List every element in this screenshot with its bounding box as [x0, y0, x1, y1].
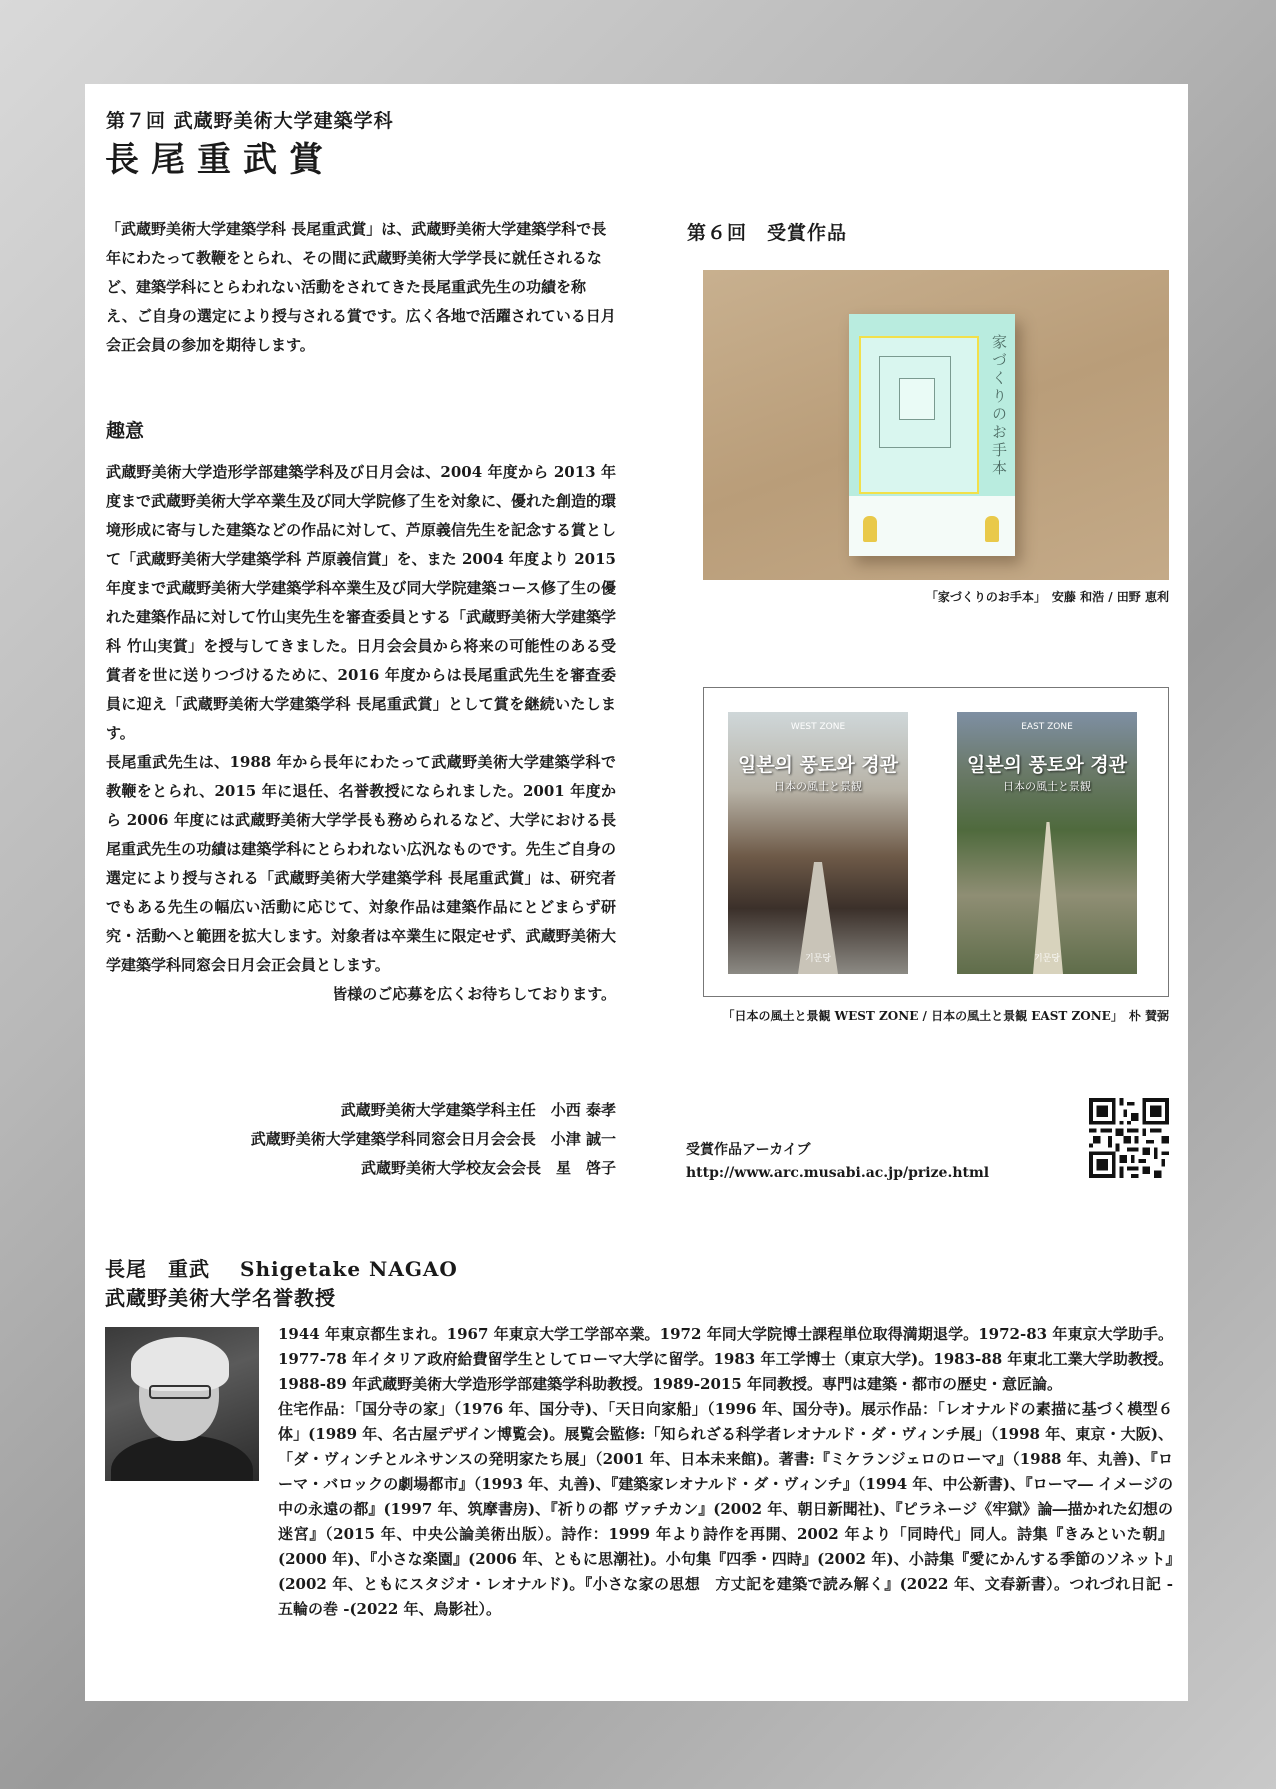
zone-label: EAST ZONE: [1021, 722, 1073, 732]
zone-label: WEST ZONE: [790, 722, 846, 732]
book-title-korean: 일본의 풍토와 경관: [966, 754, 1128, 776]
floor-plan-illustration: [859, 336, 979, 494]
prize-work-1-photo: [703, 270, 1169, 580]
profile-biography: [278, 1322, 1173, 1622]
profile-name-ja: 長尾 重武: [105, 1257, 210, 1281]
figure-icon: [863, 516, 877, 542]
signature-line: 武蔵野美術大学建築学科同窓会日月会会長 小津 誠一: [250, 1130, 616, 1148]
qr-code-icon[interactable]: [1089, 1098, 1169, 1178]
book-title: 家づくりのお手本: [990, 334, 1008, 478]
book-cover: [849, 314, 1015, 556]
signatures: [106, 1096, 616, 1183]
profile-name: [105, 1253, 458, 1282]
intro-paragraph: 「武蔵野美術大学建築学科 長尾重武賞」は、武蔵野美術大学建築学科で長年にわたって教鞭をとられ、その間に武蔵野美術大学学長に就任されるなど、建築学科にとらわれない活動をされてきた長尾重武先生の功績を称え、ご自身の選定により授与される賞です。広く各地で活躍されている日月会正会員の参加を期待します。: [106, 220, 616, 354]
publisher: 기문당: [1033, 954, 1061, 964]
bio-paragraph-2: 住宅作品：「国分寺の家」（1976 年、国分寺)、「天日向家船」（1996 年、国分寺)。展示作品：「レオナルドの素描に基づく模型６体」(1989 年、名古屋デザイン博覧会)。展覧会監修:「知られざる科学者レオナルド・ダ・ヴィンチ展」（1998 年、東京・大阪)、「ダ・ヴィンチとルネサンスの発明家たち展」（2001 年、日本未来館)。著書:『ミケランジェロのローマ』（1988 年、丸善)、『ローマ・バロックの劇場都市』（1993 年、丸善)、『建築家レオナルド・ダ・ヴィンチ』（1994 年、中公新書)、『ローマ― イメージの中の永遠の都』(1997 年、筑摩書房)、『祈りの都 ヴァチカン』(2002 年、朝日新聞社)、『ピラネージ《牢獄》論―描かれた幻想の迷宮』（2015 年、中央公論美術出版）。詩作：1999 年より詩作を再開、2002 年より「同時代」同人。詩集『きみといた朝』(2000 年)、『小さな楽園』(2006 年、ともに思潮社)。小句集『四季・四時』(2002 年)、小詩集『愛にかんする季節のソネット』(2002 年、ともにスタジオ・レオナルド)。『小さな家の思想 方丈記を建築で読み解く』(2022 年、文春新書）。つれづれ日記 - 五輪の巻 -(2022 年、鳥影社）。: [278, 1400, 1173, 1618]
book-subtitle: 日本の風土と景観: [1003, 780, 1091, 793]
intro-text: [106, 215, 616, 360]
book-band: [849, 496, 1015, 556]
profile-name-en: Shigetake NAGAO: [240, 1257, 458, 1281]
portrait-photo: [105, 1327, 259, 1481]
prize-work-2-photo: [703, 687, 1169, 997]
prize-work-2-caption: 「日本の風土と景観 WEST ZONE / 日本の風土と景観 EAST ZONE」 朴 賛弼: [722, 1009, 1169, 1023]
purpose-paragraph-2: 長尾重武先生は、1988 年から長年にわたって武蔵野美術大学建築学科で教鞭をとられ、2015 年に退任、名誉教授になられました。2001 年度から 2006 年度には武蔵野美術大学学長も務められるなど、大学における長尾重武先生の功績は建築学科にとらわれない広汎なものです。先生ご自身の選定により授与される「武蔵野美術大学建築学科 長尾重武賞」は、研究者でもある先生の幅広い活動に応じて、対象作品は建築作品にとどまらず研究・活動へと範囲を拡大します。対象者は卒業生に限定せず、武蔵野美術大学建築学科同窓会日月会正会員とします。: [106, 753, 616, 974]
bio-paragraph-1: 1944 年東京都生まれ。1967 年東京大学工学部卒業。1972 年同大学院博士課程単位取得満期退学。1972-83 年東京大学助手。1977-78 年イタリア政府給費留学生としてローマ大学に留学。1983 年工学博士（東京大学)。1983-88 年東北工業大学助教授。1988-89 年武蔵野美術大学造形学部建築学科助教授。1989-2015 年同教授。専門は建築・都市の歴史・意匠論。: [278, 1325, 1173, 1393]
profile-affiliation: 武蔵野美術大学名誉教授: [105, 1286, 336, 1310]
book-cover-west: [728, 712, 908, 974]
award-title: 長尾重武賞: [105, 140, 335, 180]
purpose-paragraph-1: 武蔵野美術大学造形学部建築学科及び日月会は、2004 年度から 2013 年度まで武蔵野美術大学卒業生及び同大学院修了生を対象に、優れた創造的環境形成に寄与した建築などの作品に対して、芦原義信先生を記念する賞として「武蔵野美術大学建築学科 芦原義信賞」を、また 2004 年度より 2015 年度まで武蔵野美術大学建築学科卒業生及び同大学院建築コース修了生の優れた建築作品に対して竹山実先生を審査委員とする「武蔵野美術大学建築学科 竹山実賞」を授与してきました。日月会会員から将来の可能性のある受賞者を世に送りつづけるために、2016 年度からは長尾重武先生を審査委員に迎え「武蔵野美術大学建築学科 長尾重武賞」として賞を継続いたします。: [106, 463, 617, 742]
figure-icon: [985, 516, 999, 542]
poster-sheet: [85, 84, 1188, 1701]
prize-work-1-caption: 「家づくりのお手本」 安藤 和浩 / 田野 恵利: [925, 590, 1169, 604]
purpose-heading: 趣意: [106, 420, 145, 442]
prize-heading: 第６回 受賞作品: [687, 222, 848, 244]
book-subtitle: 日本の風土と景観: [774, 780, 862, 793]
publisher: 기문당: [804, 954, 832, 964]
purpose-text: [106, 458, 616, 1009]
signature-line: 武蔵野美術大学建築学科主任 小西 泰孝: [340, 1101, 616, 1119]
book-cover-east: [957, 712, 1137, 974]
book-title-korean: 일본의 풍토와 경관: [737, 754, 899, 776]
archive-link[interactable]: http://www.arc.musabi.ac.jp/prize.html: [686, 1165, 990, 1181]
archive-label: 受賞作品アーカイブ: [686, 1142, 811, 1158]
signature-line: 武蔵野美術大学校友会会長 星 啓子: [360, 1159, 616, 1177]
purpose-closing: 皆様のご応募を広くお待ちしております。: [332, 985, 616, 1003]
award-edition-kicker: 第７回 武蔵野美術大学建築学科: [106, 110, 394, 132]
